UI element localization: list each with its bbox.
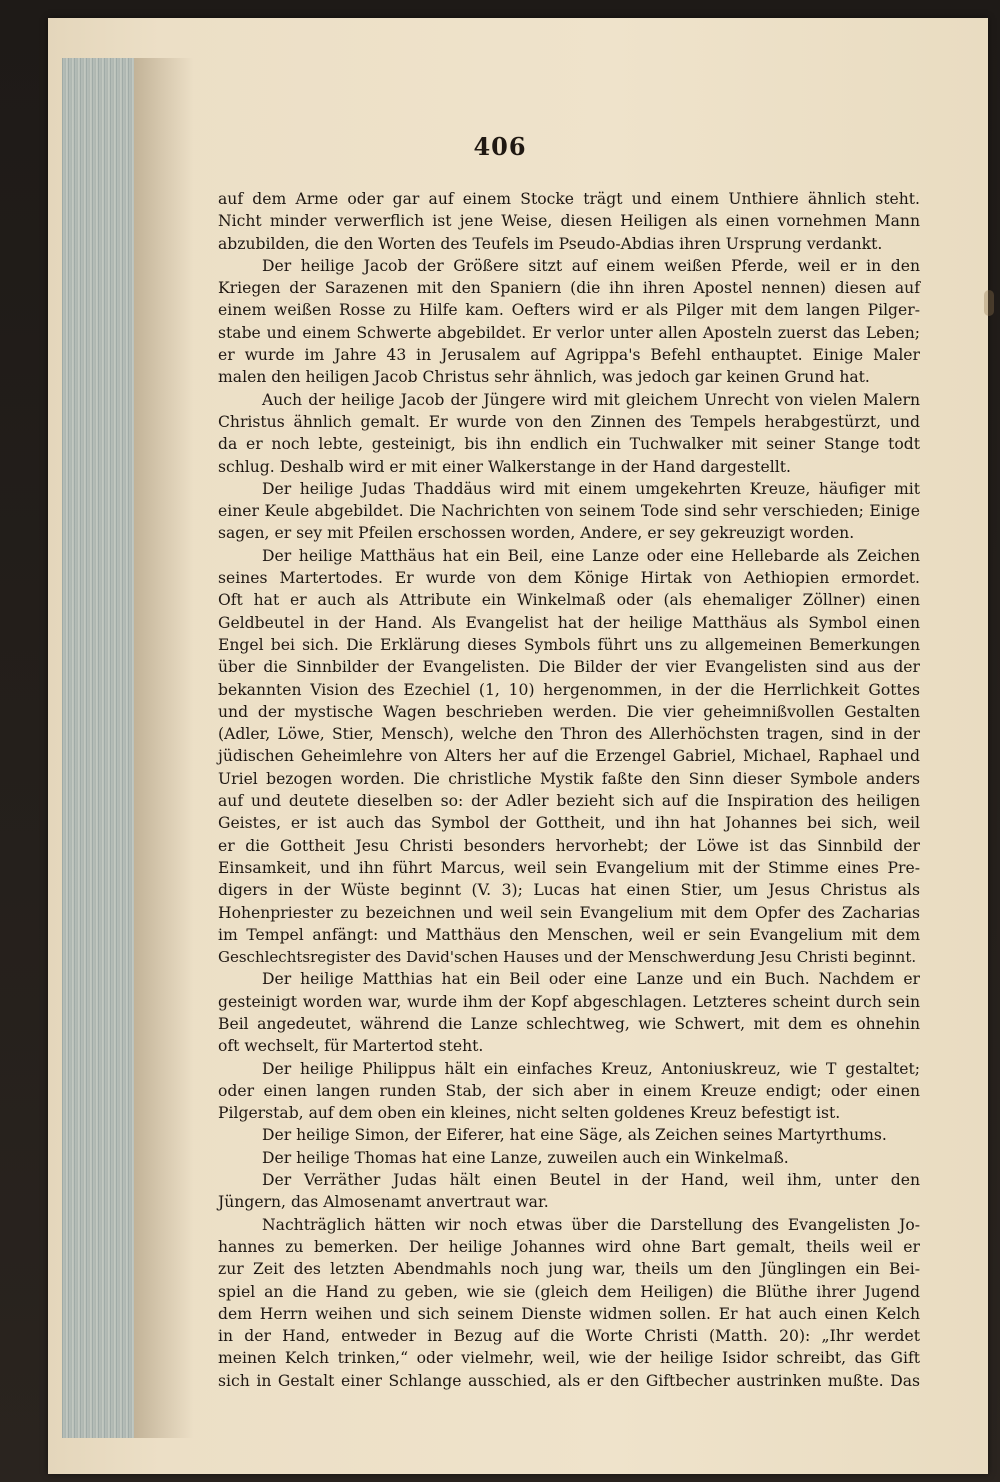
text-line: da er noch lebte, gesteinigt, bis ihn endlich ein Tuchwalker mit seiner Stange todt — [218, 435, 920, 454]
text-line: Nachträglich hätten wir noch etwas über die Darstellung des Evangelisten Jo- — [262, 1215, 920, 1234]
text-line: Hohenpriester zu bezeichnen und weil sein Evangelium mit dem Opfer des Zacharias — [218, 903, 920, 922]
text-line: malen den heiligen Jacob Christus sehr ähnlich, was jedoch gar keinen Grund hat. — [218, 368, 870, 387]
text-line: Christus ähnlich gemalt. Er wurde von den Zinnen des Tempels herabgestürzt, und — [218, 412, 920, 431]
text-line: Der heilige Matthäus hat ein Beil, eine Lanze oder eine Hellebarde als Zeichen — [262, 546, 920, 565]
text-line: Der heilige Thomas hat eine Lanze, zuweilen auch ein Winkelmaß. — [262, 1148, 789, 1167]
text-line: Der heilige Simon, der Eiferer, hat eine Säge, als Zeichen seines Martyrthums. — [262, 1126, 887, 1145]
text-line: über die Sinnbilder der Evangelisten. Die Bilder der vier Evangelisten sind aus der — [218, 658, 920, 677]
text-line: in der Hand, entweder in Bezug auf die Worte Christi (Matth. 20): „Ihr werdet — [218, 1327, 920, 1346]
text-line: Der heilige Matthias hat ein Beil oder eine Lanze und ein Buch. Nachdem er — [262, 970, 920, 989]
text-line: einem weißen Rosse zu Hilfe kam. Oefters wird er als Pilger mit dem langen Pilger- — [218, 301, 920, 320]
text-line: jüdischen Geheimlehre von Alters her auf die Erzengel Gabriel, Michael, Raphael und — [218, 747, 920, 766]
text-line: Kriegen der Sarazenen mit den Spaniern (die ihn ihren Apostel nennen) diesen auf — [218, 279, 920, 298]
text-line: Engel bei sich. Die Erklärung dieses Symbols führt uns zu allgemeinen Bemerkungen — [218, 635, 920, 654]
text-line: oder einen langen runden Stab, der sich aber in einem Kreuze endigt; oder einen — [218, 1081, 920, 1100]
text-line: auf und deutete dieselben so: der Adler bezieht sich auf die Inspiration des heiligen — [218, 792, 920, 811]
text-line: Beil angedeutet, während die Lanze schlechtweg, wie Schwert, mit dem es ohnehin — [218, 1014, 920, 1033]
text-line: schlug. Deshalb wird er mit einer Walkerstange in der Hand dargestellt. — [218, 457, 791, 476]
text-line: zur Zeit des letzten Abendmahls noch jung war, theils um den Jünglingen ein Bei- — [218, 1260, 920, 1279]
text-line: gesteinigt worden war, wurde ihm der Kopf abgeschlagen. Letzteres scheint durch sein — [218, 992, 920, 1011]
text-line: Der heilige Judas Thaddäus wird mit einem umgekehrten Kreuze, häufiger mit — [262, 479, 920, 498]
text-line: er wurde im Jahre 43 in Jerusalem auf Agrippa's Befehl enthauptet. Einige Maler — [218, 346, 920, 365]
text-line: spiel an die Hand zu geben, wie sie (gleich dem Heiligen) die Blüthe ihrer Jugend — [218, 1282, 920, 1301]
text-line: sich in Gestalt einer Schlange ausschied, als er den Giftbecher austrinken mußte. Das — [218, 1371, 920, 1390]
text-line: Der Verräther Judas hält einen Beutel in der Hand, weil ihm, unter den — [262, 1171, 920, 1190]
paper-stain — [984, 290, 994, 316]
text-line: Oft hat er auch als Attribute ein Winkelmaß oder (als ehemaliger Zöllner) einen — [218, 591, 920, 610]
text-line: Geldbeutel in der Hand. Als Evangelist hat der heilige Matthäus als Symbol einen — [218, 613, 920, 632]
text-line: Geschlechtsregister des David'schen Hauses und der Menschwerdung Jesu Christi beginnt. — [218, 948, 917, 967]
text-line: im Tempel anfängt: und Matthäus den Menschen, weil er sein Evangelium mit dem — [218, 925, 920, 944]
body-text — [218, 188, 920, 1392]
text-line: hannes zu bemerken. Der heilige Johannes wird ohne Bart gemalt, theils weil er — [218, 1237, 920, 1256]
text-line: Der heilige Philippus hält ein einfaches Kreuz, Antoniuskreuz, wie T gestaltet; — [262, 1059, 920, 1078]
text-line: stabe und einem Schwerte abgebildet. Er verlor unter allen Aposteln zuerst das Leben; — [218, 323, 920, 342]
text-line: und der mystische Wagen beschrieben werden. Die vier geheimnißvollen Gestalten — [218, 702, 920, 721]
text-line: einer Keule abgebildet. Die Nachrichten von seinem Tode sind sehr verschieden; Einige — [218, 502, 920, 521]
text-line: seines Martertodes. Er wurde von dem Könige Hirtak von Aethiopien ermordet. — [218, 569, 920, 588]
text-line: Uriel bezogen worden. Die christliche Mystik faßte den Sinn dieser Symbole anders — [218, 769, 920, 788]
text-line: Auch der heilige Jacob der Jüngere wird mit gleichem Unrecht von vielen Malern — [262, 390, 920, 409]
text-line: Geistes, er ist auch das Symbol der Gottheit, und ihn hat Johannes bei sich, weil — [218, 814, 920, 833]
text-line: abzubilden, die den Worten des Teufels im Pseudo-Abdias ihren Ursprung verdankt. — [218, 234, 883, 253]
text-line: auf dem Arme oder gar auf einem Stocke trägt und einem Unthiere ähnlich steht. — [218, 190, 920, 208]
text-line: Nicht minder verwerflich ist jene Weise, diesen Heiligen als einen vornehmen Mann — [218, 212, 920, 231]
text-line: oft wechselt, für Martertod steht. — [218, 1037, 484, 1056]
text-line: Einsamkeit, und ihn führt Marcus, weil sein Evangelium mit der Stimme eines Pre- — [218, 858, 920, 877]
text-line: bekannten Vision des Ezechiel (1, 10) hergenommen, in der die Herrlichkeit Gottes — [218, 680, 920, 699]
page-edges — [62, 58, 134, 1438]
text-line: er die Gottheit Jesu Christi besonders hervorhebt; der Löwe ist das Sinnbild der — [218, 836, 920, 855]
text-line: Pilgerstab, auf dem oben ein kleines, nicht selten goldenes Kreuz befestigt ist. — [218, 1104, 841, 1123]
text-line: meinen Kelch trinken,“ oder vielmehr, weil, wie der heilige Isidor schreibt, das Gift — [218, 1349, 920, 1368]
text-line: digers in der Wüste beginnt (V. 3); Lucas hat einen Stier, um Jesus Christus als — [218, 881, 920, 900]
text-line: Der heilige Jacob der Größere sitzt auf einem weißen Pferde, weil er in den — [262, 256, 920, 275]
text-line: sagen, er sey mit Pfeilen erschossen worden, Andere, er sey gekreuzigt worden. — [218, 524, 855, 543]
page-gutter-shadow — [134, 58, 194, 1438]
text-line: Jüngern, das Almosenamt anvertraut war. — [218, 1193, 549, 1212]
text-line: (Adler, Löwe, Stier, Mensch), welche den Thron des Allerhöchsten tragen, sind in der — [218, 725, 920, 744]
text-line: dem Herrn weihen und sich seinem Dienste widmen sollen. Er hat auch einen Kelch — [218, 1304, 920, 1323]
page-number: 406 — [473, 132, 527, 161]
